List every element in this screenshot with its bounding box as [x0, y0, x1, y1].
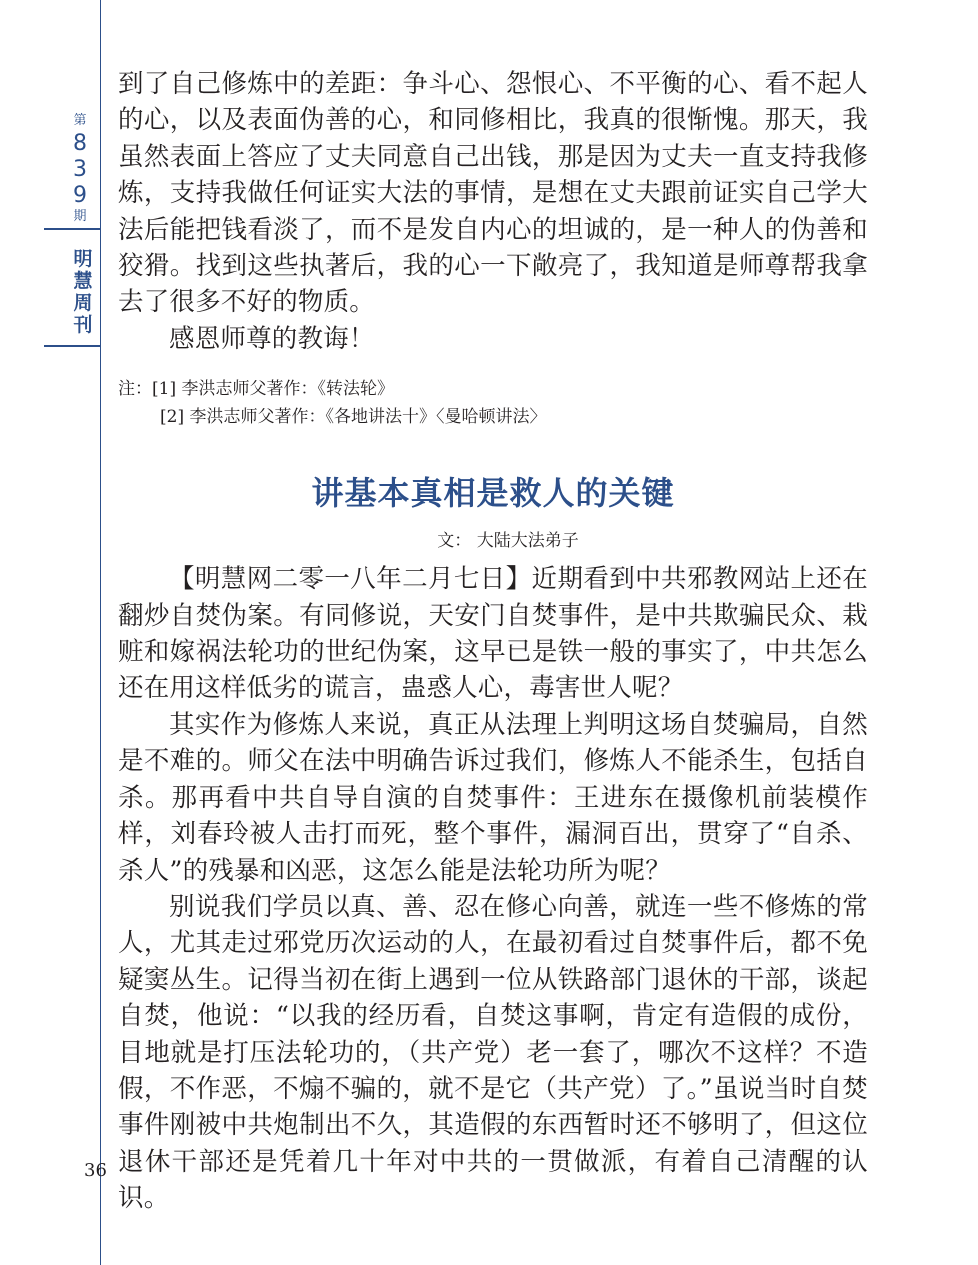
issue-digit: 8 [73, 131, 87, 156]
publication-char: 慧 [73, 270, 93, 292]
issue-digit: 3 [73, 157, 87, 182]
footnotes [118, 375, 868, 431]
publication-char: 周 [73, 292, 93, 314]
margin-rule [100, 0, 101, 1265]
byline: 文： 大陆大法弟子 [437, 531, 579, 552]
paragraph: 【明慧网二零一八年二月七日】近期看到中共邪教网站上还在翻炒自焚伪案。有同修说，天安门自焚事件，是中共欺骗民众、栽赃和嫁祸法轮功的世纪伪案，这早已是铁一般的事实了，中共怎么还在用这样低劣的谎言，蛊惑人心，毒害世人呢？ [118, 564, 868, 704]
publication-name [60, 248, 100, 336]
issue-digit: 9 [73, 183, 87, 208]
sidebar-divider [44, 345, 100, 347]
paragraph: 感恩师尊的教诲！ [169, 323, 375, 354]
page-content [118, 66, 868, 1217]
issue-number [60, 112, 100, 226]
publication-char: 刊 [73, 314, 93, 336]
paragraph: 其实作为修炼人来说，真正从法理上判明这场自焚骗局，自然是不难的。师父在法中明确告诉过我们，修炼人不能杀生，包括自杀。那再看中共自导自演的自焚事件：王进东在摄像机前装模作样，刘春玲被人击打而死，整个事件，漏洞百出，贯穿了“自杀、杀人”的残暴和凶恶，这怎么能是法轮功所为呢？ [118, 709, 868, 886]
notes-label: 注： [118, 379, 152, 400]
paragraph: 别说我们学员以真、善、忍在修心向善，就连一些不修炼的常人，尤其走过邪党历次运动的人，在最初看过自焚事件后，都不免疑窦丛生。记得当初在街上遇到一位从铁路部门退休的干部，谈起自焚，他说：“以我的经历看，自焚这事啊，肯定有造假的成份，目地就是打压法轮功的，（共产党）老一套了，哪次不这样？不造假，不作恶，不煽不骗的，就不是它（共产党）了。”虽说当时自焚事件刚被中共炮制出不久，其造假的东西暂时还不够明了，但这位退休干部还是凭着几十年对中共的一贯做派，有着自己清醒的认识。 [118, 891, 868, 1214]
paragraph: 到了自己修炼中的差距：争斗心、怨恨心、不平衡的心、看不起人的心，以及表面伪善的心，和同修相比，我真的很惭愧。那天，我虽然表面上答应了丈夫同意自己出钱，那是因为丈夫一直支持我修炼，支持我做任何证实大法的事情，是想在丈夫跟前证实自己学大法后能把钱看淡了，而不是发自内心的坦诚的，是一种人的伪善和狡猾。找到这些执著后，我的心一下敞亮了，我知道是师尊帮我拿去了很多不好的物质。 [118, 69, 868, 318]
article-title: 讲基本真相是救人的关键 [311, 474, 675, 513]
page-number: 36 [84, 1160, 107, 1181]
issue-prefix: 第 [73, 113, 87, 128]
publication-char: 明 [73, 248, 93, 270]
footnote-text: [1] 李洪志师父著作：《转法轮》 [152, 379, 394, 400]
sidebar-divider [44, 228, 100, 230]
issue-suffix: 期 [73, 209, 87, 224]
footnote [118, 375, 868, 403]
footnote-text: [2] 李洪志师父著作：《各地讲法十》〈曼哈顿讲法〉 [160, 407, 547, 428]
footnote [118, 403, 868, 431]
